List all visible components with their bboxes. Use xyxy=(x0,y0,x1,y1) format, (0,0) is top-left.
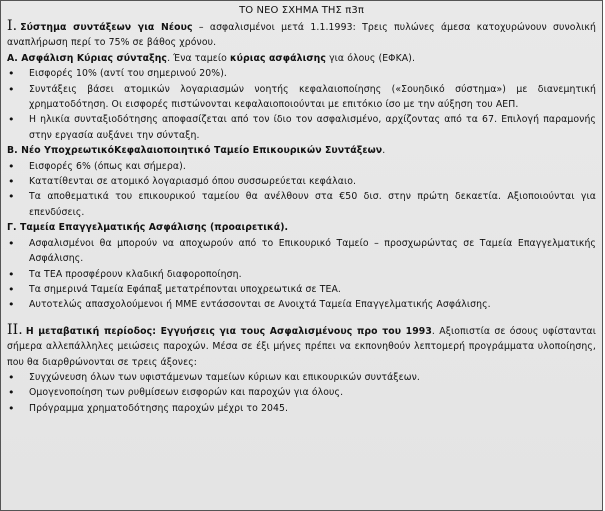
list-item xyxy=(7,66,596,81)
list-item xyxy=(7,159,596,174)
subsection-a-heading xyxy=(7,51,596,66)
bullet-icon: • xyxy=(8,190,15,204)
list-item xyxy=(7,297,596,312)
section2-intro xyxy=(7,323,596,370)
list-item-text: Πρόγραμμα χρηματοδότησης παροχών μέχρι το 2045. xyxy=(29,402,289,414)
bullet-icon: • xyxy=(8,282,15,296)
list-item-text: Η ηλικία συνταξιοδότησης αποφασίζεται από τον ίδιο τον ασφαλισμένο, αρχίζοντας από τα 67. Επιλογή παραμονής στην εργασία αυξάνει την σύνταξη. xyxy=(29,114,596,141)
bullet-icon: • xyxy=(8,175,15,189)
subsection-b-list xyxy=(7,159,596,221)
section1-intro xyxy=(7,19,596,51)
bullet-icon: • xyxy=(8,298,15,312)
subsection-b-title: Β. Νέο ΥποχρεωτικόΚεφαλαιοποιητικό Ταμείο Επικουρικών Συντάξεων xyxy=(7,145,383,157)
list-item xyxy=(7,370,596,385)
bullet-icon: • xyxy=(8,370,15,384)
list-item xyxy=(7,385,596,400)
list-item xyxy=(7,189,596,220)
subsection-a-text-pre: . Ένα ταμείο xyxy=(167,52,230,64)
subsection-c-heading: Γ. Ταμεία Επαγγελματικής Ασφάλισης (προαιρετικά). xyxy=(7,222,289,234)
list-item-text: Ομογενοποίηση των ρυθμίσεων εισφορών και παροχών για όλους. xyxy=(29,387,344,399)
subsection-a-list xyxy=(7,66,596,143)
bullet-icon: • xyxy=(8,82,15,96)
list-item-text: Τα αποθεματικά του επικουρικού ταμείου θα ανέλθουν στα €50 δισ. στην πρώτη δεκαετία. Αξιοποιούνται για επενδύσεις. xyxy=(29,191,596,218)
section2-heading: Η μεταβατική περίοδος: Εγγυήσεις για τους Ασφαλισμένους προ του 1993 xyxy=(25,325,432,337)
bullet-icon: • xyxy=(8,267,15,281)
page-title: ΤΟ ΝΕΟ ΣΧΗΜΑ ΤΗΣ π3π xyxy=(239,5,364,16)
section2-intro-text: . Αξιοπιστία σε όσους υφίστανται σήμερα αλλεπάλληλες μειώσεις παροχών. Μέσα σε έξι μήνες πρέπει να εκπονηθούν λεπτομερή προγράμματα υλοποίησης, που θα διαρθρώνονται σε τρεις άξονες: xyxy=(7,325,596,368)
subsection-b-title-post: . xyxy=(382,145,386,157)
list-item-text: Συντάξεις βάσει ατομικών λογαριασμών νοητής κεφαλαιοποίησης («Σουηδικό σύστημα») με διανεμητική χρηματοδότηση. Οι εισφορές πιστώνονται κεφαλαιοποιούνται με επιτόκιο ίσο με την αύξηση του ΑΕΠ. xyxy=(29,83,596,111)
bullet-icon: • xyxy=(8,386,15,400)
section1-roman: I. xyxy=(7,18,18,34)
list-item xyxy=(7,236,596,267)
subsection-a-text-bold: κύριας ασφάλισης xyxy=(229,52,327,64)
list-item xyxy=(7,82,596,113)
list-item xyxy=(7,112,596,143)
list-item-text: Τα σημερινά Ταμεία Εφάπαξ μετατρέπονται υποχρεωτικά σε ΤΕΑ. xyxy=(29,283,341,295)
bullet-icon: • xyxy=(8,401,15,415)
subsection-b-heading xyxy=(7,143,596,158)
section2-roman: II. xyxy=(7,321,23,338)
list-item-text: Αυτοτελώς απασχολούμενοι ή ΜΜΕ εντάσσονται σε Ανοιχτά Ταμεία Επαγγελματικής Ασφάλισης. xyxy=(29,299,491,311)
list-item-text: Συγχώνευση όλων των υφιστάμενων ταμείων κύριων και επικουρικών συντάξεων. xyxy=(29,371,420,383)
list-item-text: Τα ΤΕΑ προσφέρουν κλαδική διαφοροποίηση. xyxy=(29,268,242,280)
list-item xyxy=(7,282,596,297)
list-item-text: Εισφορές 10% (αντί του σημερινού 20%). xyxy=(29,68,227,80)
bullet-icon: • xyxy=(8,236,15,250)
bullet-icon: • xyxy=(8,159,15,173)
section1-heading: Σύστημα συντάξεων για Νέους xyxy=(20,22,193,33)
section-spacer xyxy=(7,313,596,323)
bullet-icon: • xyxy=(8,67,15,81)
slide-content xyxy=(1,1,602,416)
subsection-a-text-post: για όλους (ΕΦΚΑ). xyxy=(326,52,416,64)
list-item xyxy=(7,401,596,416)
list-item-text: Εισφορές 6% (όπως και σήμερα). xyxy=(29,160,186,172)
list-item-text: Ασφαλισμένοι θα μπορούν να αποχωρούν από το Επικουρικό Ταμείο – προσχωρώντας σε Ταμεία Επαγγελματικής Ασφάλισης. xyxy=(29,237,596,265)
list-item xyxy=(7,174,596,189)
section2-list xyxy=(7,370,596,416)
subsection-a-title: Α. Ασφάλιση Κύριας σύνταξης xyxy=(7,52,168,64)
subsection-c-list xyxy=(7,236,596,313)
section1-intro-text: – ασφαλισμένοι μετά 1.1.1993: Τρεις πυλώνες άμεσα κατοχυρώνουν συνολική αναπλήρωση περί το 75% σε βάθος χρόνου. xyxy=(7,22,596,49)
bullet-icon: • xyxy=(8,113,15,127)
list-item-text: Κατατίθενται σε ατομικό λογαριασμό όπου συσσωρεύεται κεφάλαιο. xyxy=(29,176,357,188)
list-item xyxy=(7,267,596,282)
